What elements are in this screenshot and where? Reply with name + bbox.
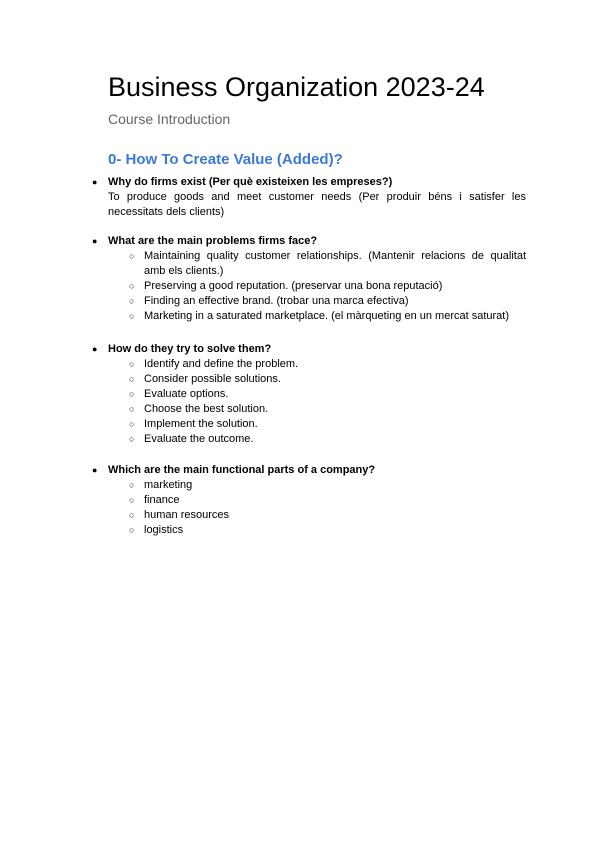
list-item-text: Finding an effective brand. (trobar una marca efectiva) xyxy=(144,295,409,307)
list-item xyxy=(92,309,526,324)
list-item xyxy=(92,417,526,432)
list-item-text: human resources xyxy=(144,509,229,521)
question-row xyxy=(92,175,526,190)
question-row xyxy=(92,463,526,478)
list-item xyxy=(92,508,526,523)
question-section-main-problems xyxy=(92,234,526,324)
list-item-text: Marketing in a saturated marketplace. (el màrqueting en un mercat saturat) xyxy=(144,310,510,322)
sub-list xyxy=(92,249,526,324)
bullet-icon: ● xyxy=(92,344,98,354)
question-text: Why do firms exist (Per què existeixen les empreses?) xyxy=(108,176,393,188)
circle-bullet-icon: ○ xyxy=(129,404,135,414)
bullet-icon: ● xyxy=(92,177,98,187)
circle-bullet-icon: ○ xyxy=(129,389,135,399)
list-item xyxy=(92,357,526,372)
question-text: What are the main problems firms face? xyxy=(108,235,318,247)
list-item-text: finance xyxy=(144,494,180,506)
list-item xyxy=(92,279,526,294)
question-section-functional-parts xyxy=(92,463,526,538)
list-item xyxy=(92,402,526,417)
question-section-firms-exist xyxy=(92,175,526,220)
question-row xyxy=(92,234,526,249)
list-item xyxy=(92,372,526,387)
question-text: How do they try to solve them? xyxy=(108,343,272,355)
circle-bullet-icon: ○ xyxy=(129,374,135,384)
list-item xyxy=(92,478,526,493)
section-heading: 0- How To Create Value (Added)? xyxy=(108,151,343,168)
list-item xyxy=(92,432,526,447)
circle-bullet-icon: ○ xyxy=(129,419,135,429)
circle-bullet-icon: ○ xyxy=(129,251,135,261)
circle-bullet-icon: ○ xyxy=(129,480,135,490)
circle-bullet-icon: ○ xyxy=(129,495,135,505)
list-item xyxy=(92,387,526,402)
sub-list xyxy=(92,478,526,538)
list-item-text: Implement the solution. xyxy=(144,418,258,430)
circle-bullet-icon: ○ xyxy=(129,281,135,291)
list-item-text: Preserving a good reputation. (preservar una bona reputació) xyxy=(144,280,443,292)
list-item-text: Identify and define the problem. xyxy=(144,358,299,370)
list-item-text: Evaluate the outcome. xyxy=(144,433,254,445)
circle-bullet-icon: ○ xyxy=(129,510,135,520)
sub-list xyxy=(92,357,526,447)
list-item xyxy=(92,493,526,508)
answer-text: To produce goods and meet customer needs (Per produir béns i satisfer les necessitats dels clients) xyxy=(108,191,526,218)
circle-bullet-icon: ○ xyxy=(129,525,135,535)
list-item xyxy=(92,294,526,309)
list-item-text: Evaluate options. xyxy=(144,388,229,400)
list-item-text: Choose the best solution. xyxy=(144,403,269,415)
question-section-solve xyxy=(92,342,526,447)
document-subtitle: Course Introduction xyxy=(108,111,231,127)
question-text: Which are the main functional parts of a company? xyxy=(108,464,376,476)
bullet-icon: ● xyxy=(92,236,98,246)
list-item xyxy=(92,249,526,279)
list-item-text: Maintaining quality customer relationships. (Mantenir relacions de qualitat amb els clients.) xyxy=(144,250,526,277)
circle-bullet-icon: ○ xyxy=(129,359,135,369)
circle-bullet-icon: ○ xyxy=(129,434,135,444)
circle-bullet-icon: ○ xyxy=(129,296,135,306)
list-item-text: marketing xyxy=(144,479,193,491)
list-item xyxy=(92,523,526,538)
document-title: Business Organization 2023-24 xyxy=(108,72,485,102)
question-row xyxy=(92,342,526,357)
bullet-icon: ● xyxy=(92,465,98,475)
list-item-text: Consider possible solutions. xyxy=(144,373,281,385)
list-item-text: logistics xyxy=(144,524,184,536)
circle-bullet-icon: ○ xyxy=(129,311,135,321)
